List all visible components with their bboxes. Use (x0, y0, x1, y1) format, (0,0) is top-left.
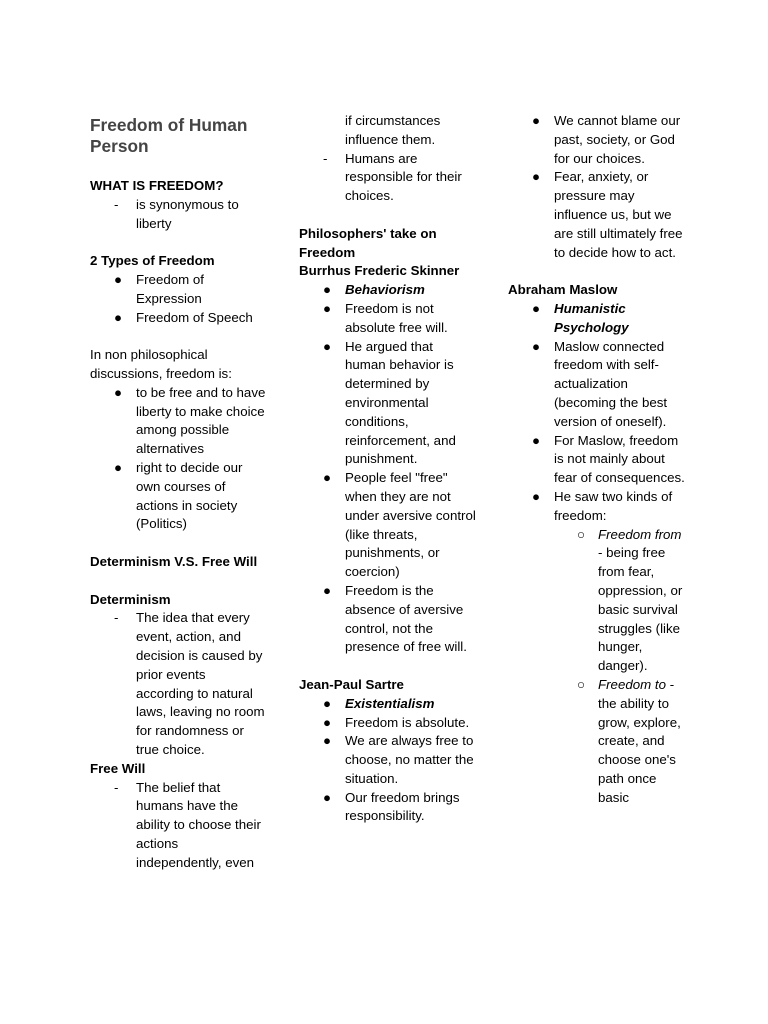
list-item: ● He saw two kinds of freedom: (532, 488, 673, 523)
list-item: ● Freedom is absolute. (299, 714, 477, 733)
column-3 (508, 112, 686, 807)
heading-determinism: Determinism (90, 591, 171, 607)
dash-marker: - (114, 779, 119, 795)
list-item: ● We are always free to choose, no matter the situation. (323, 733, 474, 786)
list-item: ● right to decide our own courses of actions in society (Politics) (114, 459, 243, 532)
list-item: - The idea that every event, action, and decision is caused by prior events according to natural laws, leaving no room for randomness or true choice. (114, 610, 265, 757)
list-item: ● Maslow connected freedom with self-actualization (becoming the best version of oneself). (532, 338, 668, 429)
list-item: - The belief that humans have the ability to choose their actions independently, even (114, 779, 261, 870)
dash-marker: - (114, 610, 119, 626)
list-item: ● Our freedom brings responsibility. (323, 789, 460, 824)
freedom-kinds-list (508, 526, 686, 808)
bullet-marker: ● (323, 282, 332, 298)
free-will-list-continued (299, 150, 477, 206)
bullet-marker: ● (323, 470, 332, 486)
bullet-marker: ● (114, 384, 123, 400)
bullet-marker: ● (323, 695, 332, 711)
heading-skinner: Burrhus Frederic Skinner (299, 263, 460, 279)
term-freedom-from: Freedom from (598, 526, 682, 542)
term-freedom-to: Freedom to (598, 676, 666, 692)
free-will-list (90, 779, 266, 873)
list-item: - is synonymous to liberty (114, 196, 239, 231)
bullet-marker: ● (323, 789, 332, 805)
bullet-marker: ● (114, 459, 123, 475)
bullet-marker: ● (323, 582, 332, 598)
what-is-freedom-list (90, 196, 266, 234)
sub-list-item: ○ Freedom to - the ability to grow, explore, create, and choose one's path once basic (577, 676, 681, 805)
column-1 (90, 115, 266, 872)
list-item: ● Fear, anxiety, or pressure may influence us, but we are still ultimately free to decide how to act. (532, 169, 683, 260)
list-item (508, 300, 686, 338)
bullet-marker: ● (114, 309, 123, 325)
heading-types-of-freedom: 2 Types of Freedom (90, 253, 215, 269)
school-behaviorism: Behaviorism (345, 282, 425, 298)
bullet-marker: ● (532, 488, 541, 504)
circle-marker: ○ (577, 676, 586, 692)
heading-philosophers-take: Philosophers' take on Freedom (299, 225, 437, 260)
list-item (299, 695, 477, 714)
school-humanistic-psychology: Humanistic Psychology (554, 300, 629, 335)
types-of-freedom-list (90, 271, 266, 327)
document-title: Freedom of Human Person (90, 115, 248, 156)
heading-free-will: Free Will (90, 760, 146, 776)
bullet-marker: ● (532, 338, 541, 354)
list-item (299, 281, 477, 300)
bullet-marker: ● (532, 113, 541, 128)
column-2 (299, 112, 477, 826)
dash-marker: - (114, 196, 119, 212)
list-item: ● Freedom is the absence of aversive control, not the presence of free will. (323, 582, 467, 655)
list-item: ● Freedom of Speech (90, 309, 266, 328)
list-item: ● We cannot blame our past, society, or God for our choices. (532, 113, 681, 166)
bullet-marker: ● (323, 338, 332, 354)
determinism-list (90, 609, 266, 759)
bullet-marker: ● (532, 300, 541, 316)
non-philosophical-intro: In non philosophical discussions, freedom is: (90, 347, 232, 381)
free-will-continuation: if circumstances influence them. (345, 113, 441, 147)
non-philosophical-list (90, 384, 266, 534)
bullet-marker: ● (532, 432, 541, 448)
list-item: ● to be free and to have liberty to make choice among possible alternatives (114, 384, 266, 457)
heading-sartre: Jean-Paul Sartre (299, 676, 404, 692)
bullet-marker: ● (323, 733, 332, 749)
sartre-list (299, 695, 477, 827)
heading-determinism-vs-free-will: Determinism V.S. Free Will (90, 553, 258, 569)
list-item: ● For Maslow, freedom is not mainly about fear of consequences. (532, 432, 685, 486)
bullet-marker: ● (323, 300, 332, 316)
list-item: ● Freedom is not absolute free will. (323, 300, 448, 335)
dash-marker: - (323, 150, 328, 166)
heading-maslow: Abraham Maslow (508, 282, 618, 298)
circle-marker: ○ (577, 526, 586, 542)
school-existentialism: Existentialism (345, 695, 435, 711)
bullet-marker: ● (323, 714, 332, 730)
list-item: - Humans are responsible for their choices. (323, 150, 462, 204)
heading-what-is-freedom: WHAT IS FREEDOM? (90, 178, 224, 193)
list-item: ● He argued that human behavior is determined by environmental conditions, reinforcement, and punishment. (323, 338, 456, 467)
bullet-marker: ● (114, 271, 123, 287)
maslow-list (508, 300, 686, 526)
skinner-list (299, 281, 477, 657)
list-item: ● Freedom of Expression (114, 271, 204, 306)
list-item: ● People feel "free" when they are not under aversive control (like threats, punishments, or coercion) (323, 470, 476, 580)
bullet-marker: ● (532, 169, 541, 185)
sartre-list-continued (508, 112, 686, 262)
sub-list-item: ○ Freedom from - being free from fear, oppression, or basic survival struggles (like hunger, danger). (577, 526, 683, 674)
